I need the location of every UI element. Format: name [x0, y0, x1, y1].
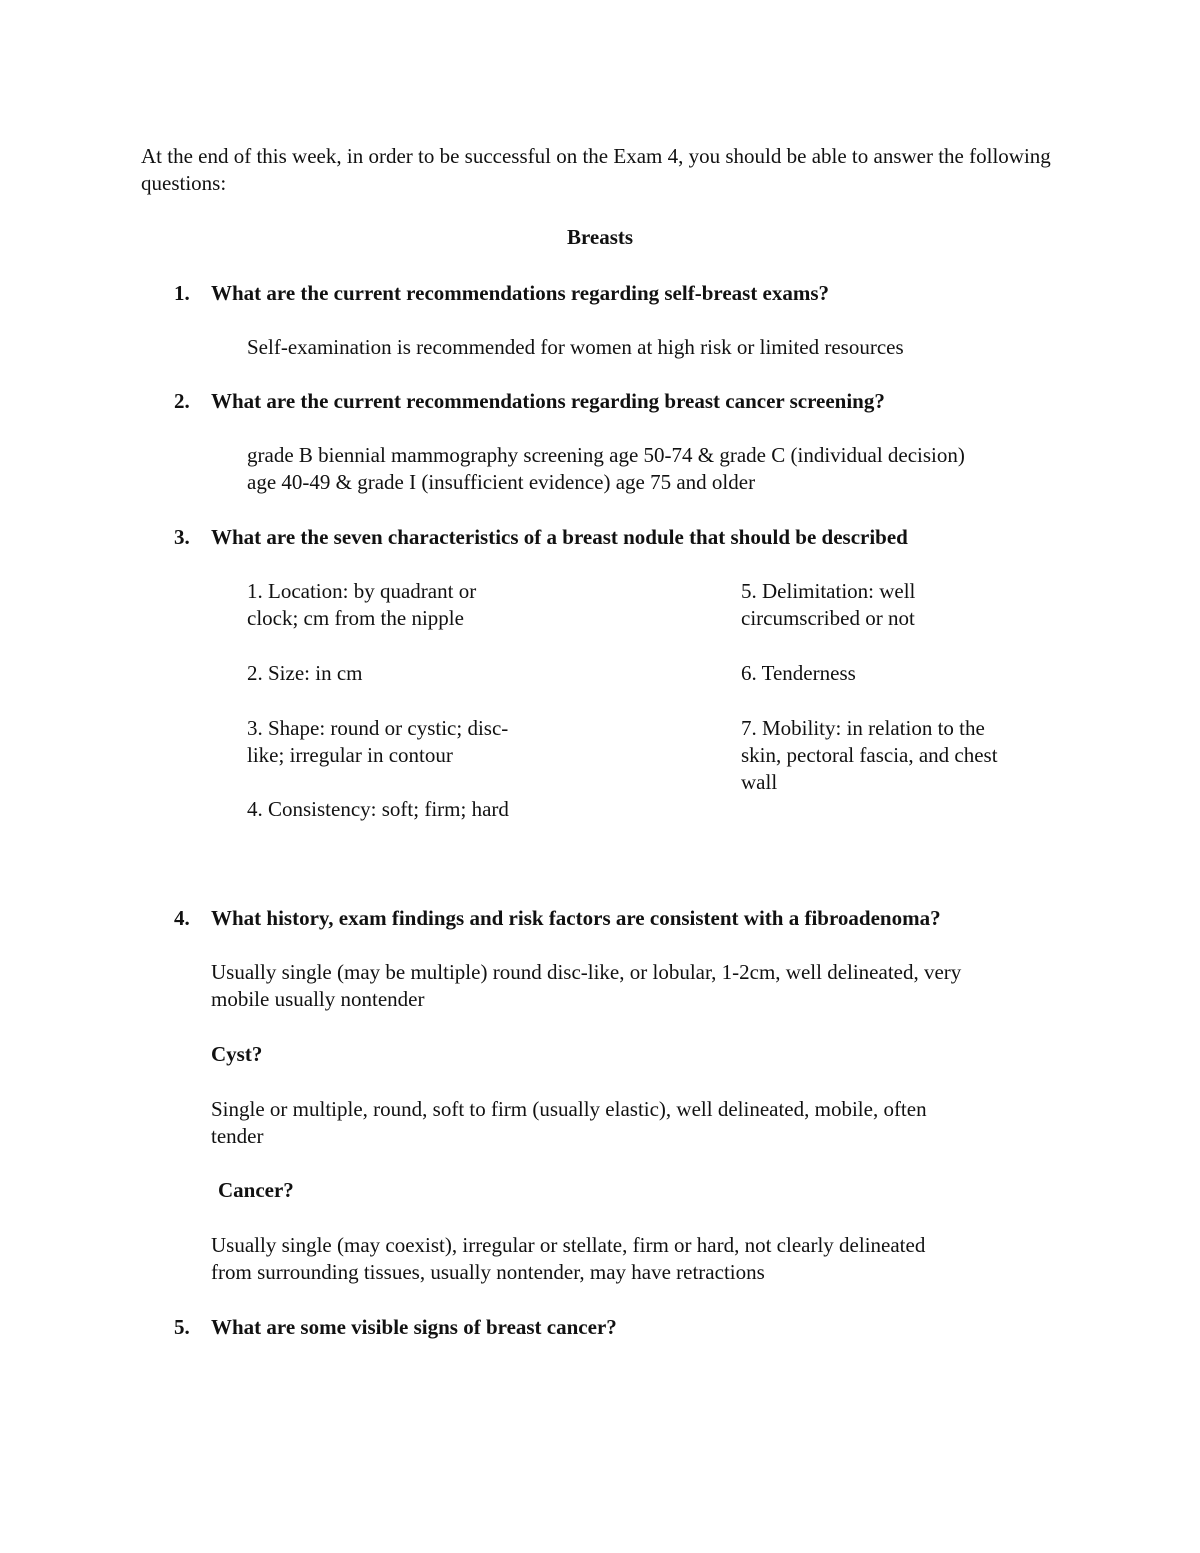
answer-line: tender	[211, 1124, 264, 1148]
answer-1: Self-examination is recommended for women at high risk or limited resources	[247, 335, 904, 359]
answer-line: Single or multiple, round, soft to firm (usually elastic), well delineated, mobile, often	[211, 1097, 927, 1121]
characteristic-consistency	[247, 796, 547, 823]
question-4	[174, 905, 941, 932]
characteristic-line: 4. Consistency: soft; firm; hard	[247, 797, 509, 821]
question-2	[174, 388, 885, 415]
answer-4-fibroadenoma	[211, 959, 1071, 1013]
intro-paragraph: At the end of this week, in order to be successful on the Exam 4, you should be able to answer the following questions:	[141, 144, 1051, 195]
question-1-text: What are the current recommendations regarding self-breast exams?	[211, 281, 830, 305]
answer-line: mobile usually nontender	[211, 987, 425, 1011]
characteristic-line: wall	[741, 770, 778, 794]
characteristic-line: 5. Delimitation: well	[741, 579, 916, 603]
characteristic-shape	[247, 715, 547, 769]
section-title: Breasts	[566, 225, 634, 249]
question-4-number: 4.	[174, 906, 190, 930]
characteristic-location	[247, 578, 547, 632]
characteristic-line: 6. Tenderness	[741, 661, 856, 685]
question-5-text: What are some visible signs of breast cancer?	[211, 1315, 617, 1339]
characteristic-line: 1. Location: by quadrant or	[247, 579, 477, 603]
characteristic-tenderness	[741, 660, 1041, 687]
question-5	[174, 1314, 617, 1341]
characteristic-line: 3. Shape: round or cystic; disc-	[247, 716, 509, 740]
question-2-text: What are the current recommendations regarding breast cancer screening?	[211, 389, 885, 413]
cyst-subheading: Cyst?	[211, 1042, 263, 1066]
characteristic-size	[247, 660, 547, 687]
characteristic-line: 7. Mobility: in relation to the	[741, 716, 985, 740]
question-2-number: 2.	[174, 389, 190, 413]
answer-2-line-1: grade B biennial mammography screening age 50-74 & grade C (individual decision)	[247, 443, 965, 467]
question-5-number: 5.	[174, 1315, 190, 1339]
answer-line: Usually single (may coexist), irregular or stellate, firm or hard, not clearly delineated	[211, 1233, 926, 1257]
characteristic-line: circumscribed or not	[741, 606, 915, 630]
answer-2	[247, 442, 1077, 496]
characteristic-line: 2. Size: in cm	[247, 661, 363, 685]
characteristic-line: clock; cm from the nipple	[247, 606, 464, 630]
question-3-number: 3.	[174, 525, 190, 549]
characteristic-mobility	[741, 715, 1041, 796]
answer-4-cyst	[211, 1096, 1071, 1150]
answer-2-line-2: age 40-49 & grade I (insufficient evidence) age 75 and older	[247, 470, 756, 494]
question-4-text: What history, exam findings and risk factors are consistent with a fibroadenoma?	[211, 906, 941, 930]
question-1-number: 1.	[174, 281, 190, 305]
characteristic-delimitation	[741, 578, 1041, 632]
answer-4-cancer	[211, 1232, 1071, 1286]
question-1	[174, 280, 829, 307]
question-3	[174, 524, 908, 551]
answer-line: from surrounding tissues, usually nontender, may have retractions	[211, 1260, 765, 1284]
cancer-subheading: Cancer?	[218, 1178, 294, 1202]
question-3-text: What are the seven characteristics of a breast nodule that should be described	[211, 525, 908, 549]
characteristic-line: like; irregular in contour	[247, 743, 453, 767]
characteristic-line: skin, pectoral fascia, and chest	[741, 743, 998, 767]
answer-line: Usually single (may be multiple) round disc-like, or lobular, 1-2cm, well delineated, very	[211, 960, 962, 984]
